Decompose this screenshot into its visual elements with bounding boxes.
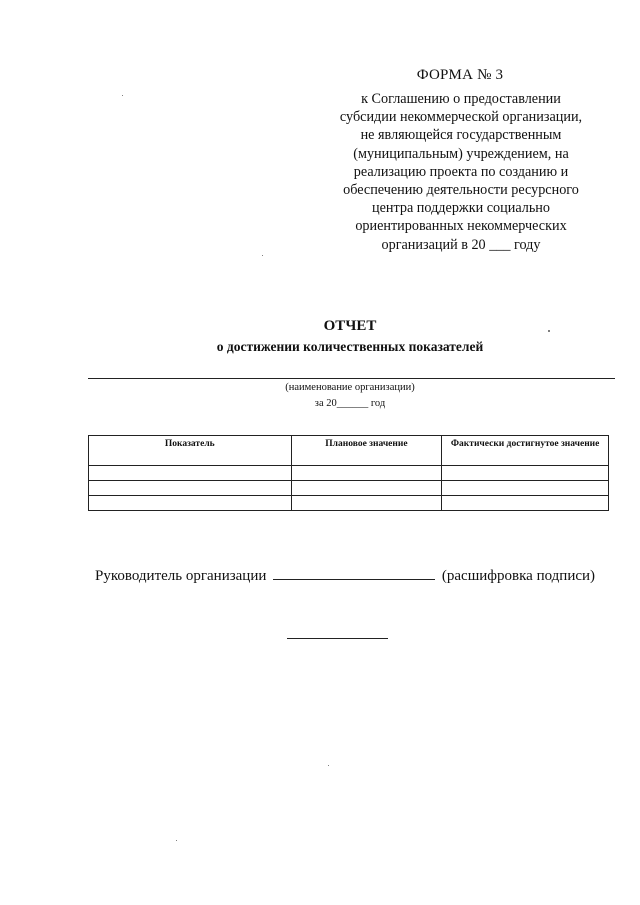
organization-name-caption: (наименование организации) <box>285 382 415 393</box>
report-period: за 20______ год <box>314 398 386 409</box>
appendix-line: центра поддержки социально <box>372 200 550 217</box>
table-cell[interactable] <box>442 496 609 511</box>
column-header-planned-value: Плановое значение <box>291 436 442 466</box>
scan-speck <box>548 330 550 332</box>
column-header-actual-value: Фактически достигнутое значение <box>442 436 609 466</box>
table-row <box>89 481 609 496</box>
indicators-table <box>88 435 609 511</box>
table-cell[interactable] <box>442 481 609 496</box>
table-cell[interactable] <box>291 481 442 496</box>
appendix-line: не являющейся государственным <box>360 127 562 144</box>
appendix-line: к Соглашению о предоставлении <box>361 91 561 107</box>
appendix-line: организаций в 20 ___ году <box>381 236 541 253</box>
table-cell[interactable] <box>291 496 442 511</box>
table-cell[interactable] <box>89 496 292 511</box>
form-number: ФОРМА № 3 <box>416 67 504 83</box>
appendix-reference <box>330 90 592 254</box>
appendix-line: (муниципальным) учреждением, на <box>353 145 569 162</box>
appendix-line: обеспечению деятельности ресурсного <box>343 182 579 199</box>
table-cell[interactable] <box>291 466 442 481</box>
column-header-indicator: Показатель <box>89 436 292 466</box>
table-cell[interactable] <box>89 481 292 496</box>
scan-speck <box>176 840 177 841</box>
appendix-line: реализацию проекта по созданию и <box>353 163 569 180</box>
signature-label: Руководитель организации <box>95 568 267 584</box>
scan-speck <box>328 765 329 766</box>
date-blank-line[interactable] <box>287 638 388 639</box>
scan-speck <box>262 255 263 256</box>
signature-blank-field[interactable] <box>273 565 435 580</box>
organization-name-field[interactable] <box>88 378 615 379</box>
table-cell[interactable] <box>89 466 292 481</box>
signature-hint: (расшифровка подписи) <box>441 568 596 584</box>
table-row <box>89 496 609 511</box>
report-title: ОТЧЕТ <box>323 318 377 334</box>
appendix-line: субсидии некоммерческой организации, <box>339 109 583 126</box>
appendix-line: ориентированных некоммерческих <box>355 218 567 235</box>
table-row <box>89 466 609 481</box>
scan-speck <box>122 95 123 96</box>
signature-line <box>95 565 635 585</box>
table-header-row <box>89 436 609 466</box>
table-cell[interactable] <box>442 466 609 481</box>
report-subtitle: о достижении количественных показателей <box>216 339 484 354</box>
